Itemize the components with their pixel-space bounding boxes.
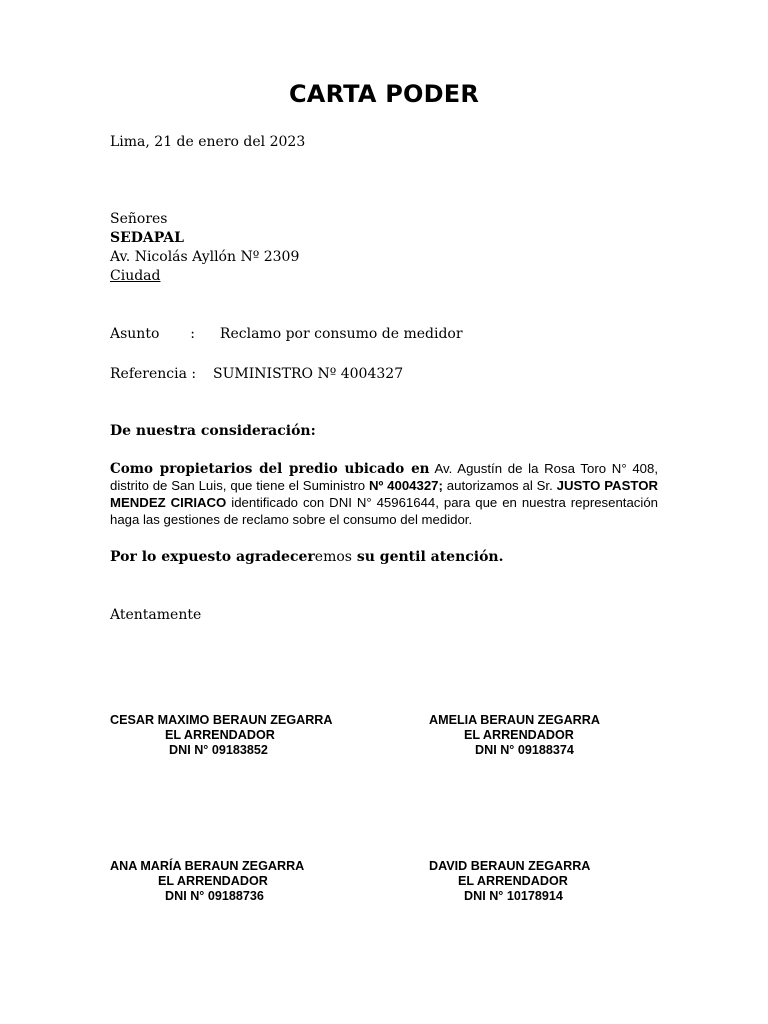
body-rest: identificado con DNI N° 45961644, para que en nuestra representación haga las gestiones de reclamo sobre el consumo del medidor. bbox=[110, 495, 658, 527]
document-title: CARTA PODER bbox=[288, 80, 480, 108]
body-lead: Como propietarios del predio ubicado en bbox=[110, 461, 430, 477]
signatory-name: ANA MARÍA BERAUN ZEGARRA bbox=[110, 859, 305, 873]
closing-thanks-b: emos bbox=[314, 549, 352, 565]
closing-salutation: Atentamente bbox=[110, 607, 202, 623]
signatory-4 bbox=[429, 859, 590, 904]
signatory-name: AMELIA BERAUN ZEGARRA bbox=[429, 713, 600, 727]
signatory-name: CESAR MAXIMO BERAUN ZEGARRA bbox=[110, 713, 333, 727]
recipient-address: Av. Nicolás Ayllón Nº 2309 bbox=[110, 249, 300, 265]
subject-separator: : bbox=[190, 326, 196, 342]
reference-label: Referencia : bbox=[110, 366, 197, 382]
subject-value: Reclamo por consumo de medidor bbox=[219, 326, 463, 342]
signatory-name: DAVID BERAUN ZEGARRA bbox=[429, 859, 591, 873]
signatory-role: EL ARRENDADOR bbox=[165, 728, 275, 742]
signatory-dni: DNI N° 10178914 bbox=[464, 889, 563, 903]
signatory-1 bbox=[110, 713, 333, 758]
signatory-dni: DNI N° 09188736 bbox=[165, 889, 264, 903]
date-line: Lima, 21 de enero del 2023 bbox=[110, 134, 306, 150]
body-paragraph bbox=[110, 461, 658, 529]
recipient-company: SEDAPAL bbox=[110, 230, 184, 246]
body-address: Av. Agustín de la Rosa Toro N° 408, distrito de San Luis, que tiene el Suministro bbox=[110, 461, 658, 493]
signatory-3 bbox=[110, 859, 304, 904]
reference-line bbox=[110, 365, 403, 383]
closing-thanks-a: Por lo expuesto agradecer bbox=[110, 549, 315, 565]
greeting: De nuestra consideración: bbox=[110, 423, 316, 439]
body-authorize: autorizamos al Sr. bbox=[442, 478, 557, 493]
subject-line bbox=[110, 325, 463, 343]
reference-value: SUMINISTRO Nº 4004327 bbox=[213, 366, 404, 382]
signatory-role: EL ARRENDADOR bbox=[158, 874, 268, 888]
recipient-salutation: Señores bbox=[110, 211, 168, 227]
signatory-dni: DNI N° 09188374 bbox=[475, 743, 574, 757]
signatory-dni: DNI N° 09183852 bbox=[169, 743, 268, 757]
signatory-2 bbox=[429, 713, 600, 758]
recipient-city: Ciudad bbox=[110, 268, 161, 284]
closing-thanks bbox=[110, 548, 504, 566]
closing-thanks-c: su gentil atención. bbox=[351, 549, 504, 565]
subject-label: Asunto bbox=[110, 326, 160, 342]
body-supply-number: Nº 4004327; bbox=[368, 478, 443, 493]
signatory-role: EL ARRENDADOR bbox=[458, 874, 568, 888]
body-person-name: JUSTO PASTOR MENDEZ CIRIACO bbox=[110, 478, 658, 510]
signatory-role: EL ARRENDADOR bbox=[464, 728, 574, 742]
